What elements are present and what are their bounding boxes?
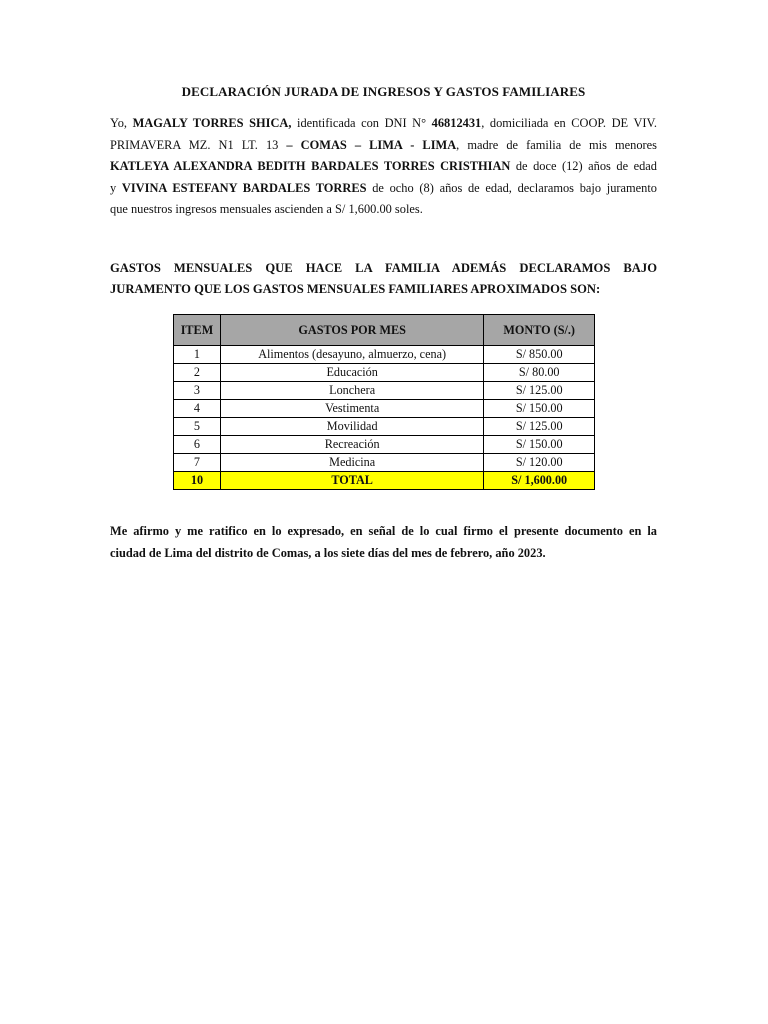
closing-line-2: ciudad de Lima del distrito de Comas, a los siete días del mes de febrero, año 2023.	[110, 546, 546, 560]
expenses-table	[173, 314, 595, 490]
cell-item: 6	[174, 436, 221, 454]
table-row	[174, 382, 595, 400]
cell-item: 1	[174, 346, 221, 364]
declarant-name: MAGALY TORRES SHICA,	[132, 116, 292, 130]
header-amount: MONTO (S/.)	[484, 315, 595, 346]
cell-amount: S/ 850.00	[484, 346, 595, 364]
intro-line-2: PRIMAVERA MZ. N1 LT. 13 – COMAS – LIMA - LIMA, madre de familia de mis menores	[110, 137, 657, 152]
cell-desc: Vestimenta	[220, 400, 484, 418]
expenses-heading-line-2: JURAMENTO QUE LOS GASTOS MENSUALES FAMILIARES APROXIMADOS SON:	[110, 282, 601, 296]
cell-desc: Recreación	[220, 436, 484, 454]
table-row	[174, 436, 595, 454]
cell-amount: S/ 80.00	[484, 364, 595, 382]
cell-amount: S/ 125.00	[484, 418, 595, 436]
cell-item: 3	[174, 382, 221, 400]
table-row	[174, 364, 595, 382]
intro-paragraph	[110, 113, 657, 221]
intro-line-3: KATLEYA ALEXANDRA BEDITH BARDALES TORRES CRISTHIAN de doce (12) años de edad	[110, 159, 657, 173]
cell-amount: S/ 120.00	[484, 454, 595, 472]
cell-item: 4	[174, 400, 221, 418]
cell-desc: Lonchera	[220, 382, 484, 400]
expenses-heading	[110, 258, 657, 300]
child-2-name: VIVINA ESTEFANY BARDALES TORRES	[121, 180, 367, 195]
table-total-row	[174, 472, 595, 490]
intro-line-1: Yo, MAGALY TORRES SHICA, identificada con DNI N° 46812431, domiciliada en COOP. DE VIV.	[110, 116, 657, 130]
cell-item: 7	[174, 454, 221, 472]
cell-amount: S/ 125.00	[484, 382, 595, 400]
cell-item: 5	[174, 418, 221, 436]
total-item: 10	[174, 472, 221, 490]
table-row	[174, 346, 595, 364]
table-header-row	[174, 315, 595, 346]
closing-paragraph	[110, 520, 657, 564]
table-row	[174, 400, 595, 418]
dni-number: 46812431	[431, 116, 482, 130]
total-label: TOTAL	[220, 472, 484, 490]
intro-line-5: que nuestros ingresos mensuales ascienden a S/ 1,600.00 soles.	[110, 202, 423, 216]
child-1-name: KATLEYA ALEXANDRA BEDITH BARDALES TORRES CRISTHIAN	[110, 159, 511, 173]
closing-line-1: Me afirmo y me ratifico en lo expresado, en señal de lo cual firmo el presente documento en la	[110, 524, 657, 538]
intro-line-4: y VIVINA ESTEFANY BARDALES TORRES de ocho (8) años de edad, declaramos bajo juramento	[110, 180, 657, 195]
header-item: ITEM	[174, 315, 221, 346]
total-amount: S/ 1,600.00	[484, 472, 595, 490]
cell-amount: S/ 150.00	[484, 400, 595, 418]
header-desc: GASTOS POR MES	[220, 315, 484, 346]
cell-desc: Movilidad	[220, 418, 484, 436]
table-row	[174, 454, 595, 472]
table-row	[174, 418, 595, 436]
cell-item: 2	[174, 364, 221, 382]
document-title: DECLARACIÓN JURADA DE INGRESOS Y GASTOS FAMILIARES	[181, 84, 586, 99]
document-page	[110, 84, 657, 560]
cell-amount: S/ 150.00	[484, 436, 595, 454]
cell-desc: Alimentos (desayuno, almuerzo, cena)	[220, 346, 484, 364]
expenses-heading-line-1: GASTOS MENSUALES QUE HACE LA FAMILIA ADEMÁS DECLARAMOS BAJO	[110, 261, 657, 275]
address-place: – COMAS – LIMA - LIMA	[286, 137, 457, 152]
cell-desc: Educación	[220, 364, 484, 382]
cell-desc: Medicina	[220, 454, 484, 472]
